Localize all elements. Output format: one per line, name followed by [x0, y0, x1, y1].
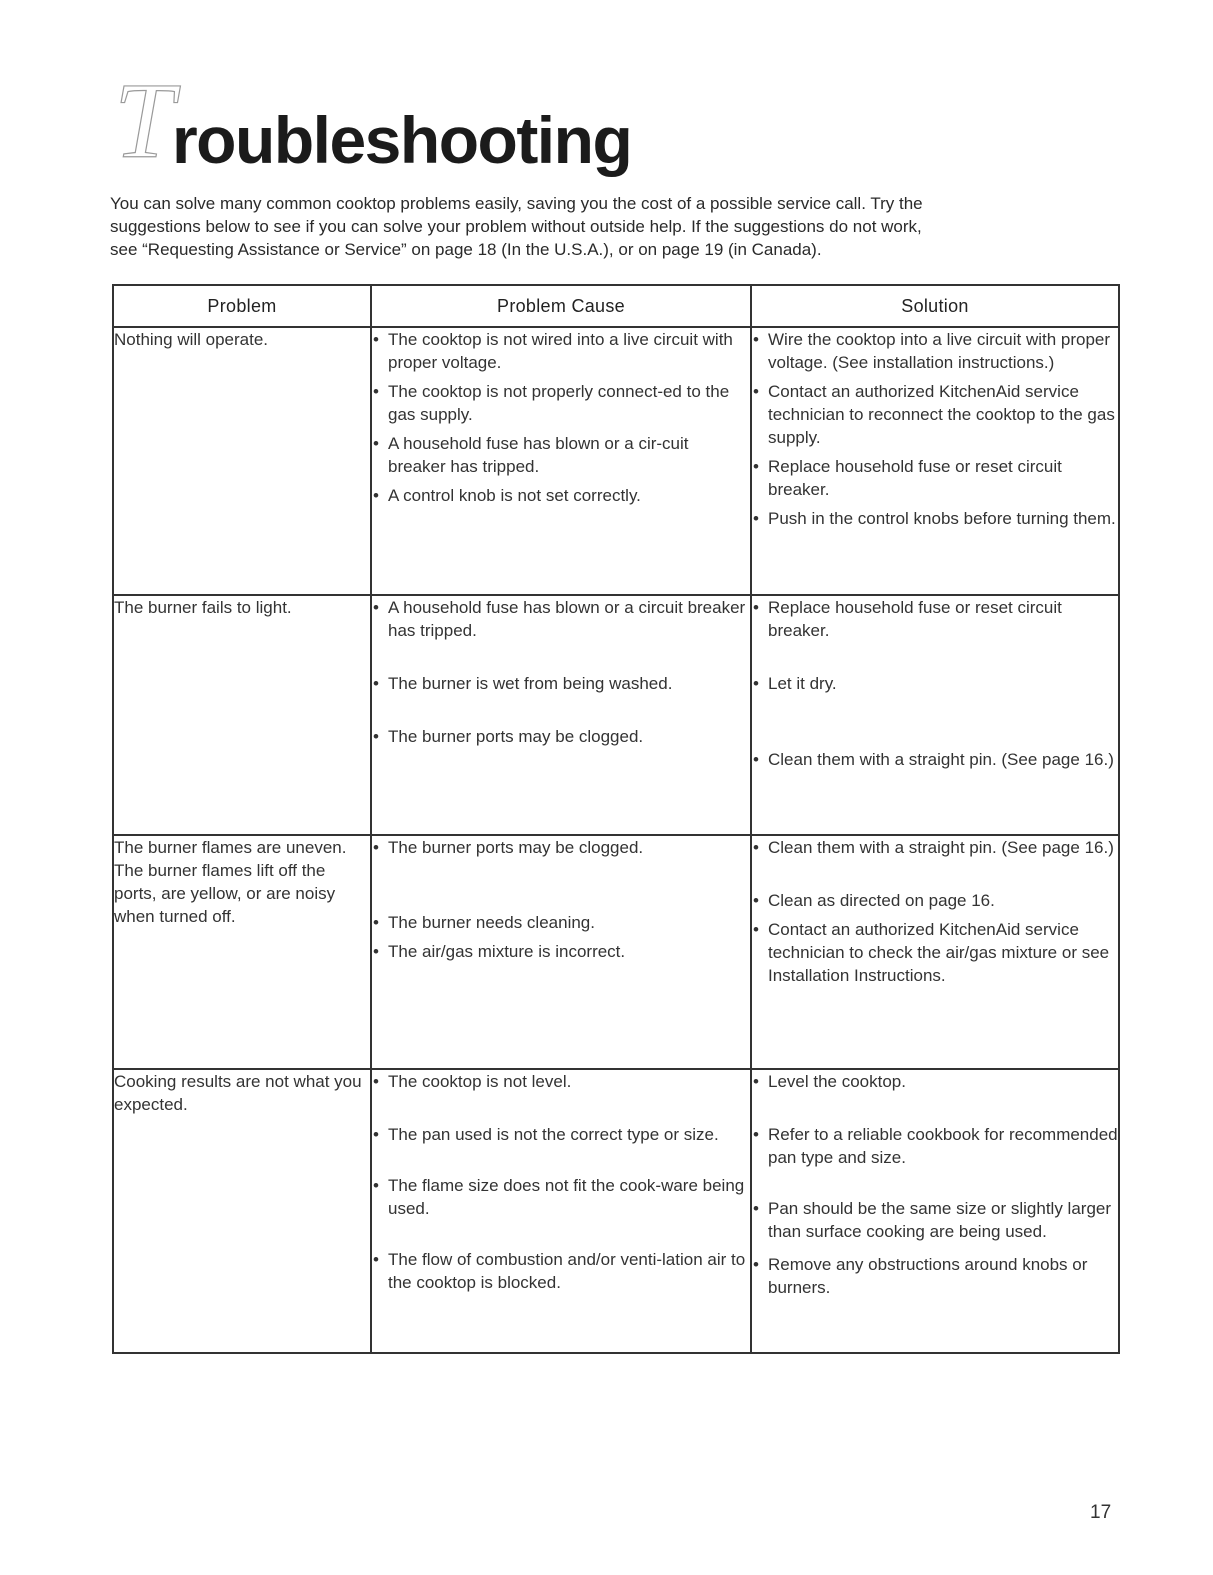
intro-line: suggestions below to see if you can solve your problem without outside help. If the suggestions do not work, [110, 217, 922, 236]
intro-line: see “Requesting Assistance or Service” on page 18 (In the U.S.A.), or on page 19 (in Canada). [110, 240, 822, 259]
problem-text: The burner fails to light. [114, 598, 292, 617]
cause-text: The burner ports may be clogged. [388, 838, 644, 857]
solution-cell [751, 835, 1119, 1069]
cause-text: The air/gas mixture is incorrect. [388, 942, 626, 961]
cause-item [372, 380, 750, 426]
bullet-icon: • [753, 330, 759, 349]
cause-cell [371, 835, 751, 1069]
bullet-icon: • [753, 509, 759, 528]
table-row [113, 1069, 1119, 1353]
cause-item [372, 484, 750, 507]
troubleshooting-table [112, 284, 1120, 1354]
solution-item [752, 889, 1118, 912]
solution-text: Remove any obstructions around knobs or burners. [768, 1255, 1088, 1297]
bullet-icon: • [373, 486, 379, 505]
cause-text: A household fuse has blown or a circuit breaker has tripped. [388, 598, 746, 640]
solution-text: Contact an authorized KitchenAid service technician to check the air/gas mixture or see Installation Instructions. [768, 920, 1110, 985]
bullet-icon: • [373, 330, 379, 349]
bullet-icon: • [373, 838, 379, 857]
intro-line: You can solve many common cooktop problems easily, saving you the cost of a possible service call. Try the [110, 194, 923, 213]
solution-text: Clean as directed on page 16. [768, 891, 995, 910]
cause-item [372, 328, 750, 374]
problem-cell [113, 1069, 371, 1353]
bullet-icon: • [753, 1125, 759, 1144]
cause-text: The flame size does not fit the cook-ware being used. [388, 1176, 745, 1218]
bullet-icon: • [753, 382, 759, 401]
cause-item [372, 911, 750, 934]
cause-item [372, 1123, 750, 1146]
solution-text: Replace household fuse or reset circuit breaker. [768, 457, 1062, 499]
title-decorative-initial: T [114, 62, 175, 181]
page-number: 17 [1090, 1502, 1112, 1523]
cause-text: The burner needs cleaning. [388, 913, 595, 932]
solution-text: Pan should be the same size or slightly larger than surface cooking are being used. [768, 1199, 1112, 1241]
solution-item [752, 672, 1118, 718]
cause-text: A household fuse has blown or a cir-cuit breaker has tripped. [388, 434, 689, 476]
problem-cell [113, 327, 371, 595]
title-text: roubleshooting [172, 103, 632, 177]
solution-item [752, 455, 1118, 501]
bullet-icon: • [753, 674, 759, 693]
table-row [113, 835, 1119, 1069]
problem-cell [113, 835, 371, 1069]
solution-text: Clean them with a straight pin. (See page 16.) [768, 838, 1114, 857]
bullet-icon: • [753, 457, 759, 476]
solution-text: Let it dry. [768, 674, 837, 693]
solution-item [752, 836, 1118, 859]
solution-text: Level the cooktop. [768, 1072, 906, 1091]
cause-item [372, 1248, 750, 1294]
solution-cell [751, 1069, 1119, 1353]
cause-item [372, 1174, 750, 1220]
problem-text: Cooking results are not what you expected. [114, 1072, 362, 1114]
bullet-icon: • [753, 1072, 759, 1091]
cause-item [372, 1070, 750, 1093]
solution-item [752, 1070, 1118, 1093]
cause-text: The flow of combustion and/or venti-lation air to the cooktop is blocked. [388, 1250, 746, 1292]
solution-item [752, 748, 1118, 771]
solution-text: Clean them with a straight pin. (See page 16.) [768, 750, 1114, 769]
bullet-icon: • [373, 1072, 379, 1091]
solution-item [752, 596, 1118, 642]
bullet-icon: • [753, 1199, 759, 1218]
intro-paragraph [110, 192, 1100, 261]
cause-text: The burner is wet from being washed. [388, 674, 673, 693]
problem-text: The burner flames are uneven. [114, 838, 347, 857]
bullet-icon: • [373, 1125, 379, 1144]
solution-text: Push in the control knobs before turning them. [768, 509, 1116, 528]
bullet-icon: • [753, 1255, 759, 1274]
table-row [113, 595, 1119, 835]
bullet-icon: • [373, 598, 379, 617]
cause-item [372, 725, 750, 748]
table-header-row [113, 285, 1119, 327]
bullet-icon: • [373, 434, 379, 453]
cause-text: A control knob is not set correctly. [388, 486, 641, 505]
solution-text: Replace household fuse or reset circuit breaker. [768, 598, 1062, 640]
cause-cell [371, 1069, 751, 1353]
cause-text: The burner ports may be clogged. [388, 727, 644, 746]
header-problem-cause: Problem Cause [371, 285, 751, 327]
cause-item [372, 940, 750, 963]
solution-text: Refer to a reliable cookbook for recommended pan type and size. [768, 1125, 1118, 1167]
problem-text: Nothing will operate. [114, 330, 269, 349]
cause-item [372, 672, 750, 695]
solution-cell [751, 595, 1119, 835]
cause-text: The pan used is not the correct type or size. [388, 1125, 719, 1144]
bullet-icon: • [753, 891, 759, 910]
solution-text: Contact an authorized KitchenAid service technician to reconnect the cooktop to the gas supply. [768, 382, 1115, 447]
solution-item [752, 507, 1118, 530]
cause-item [372, 596, 750, 642]
cause-cell [371, 595, 751, 835]
cause-item [372, 836, 750, 859]
bullet-icon: • [373, 727, 379, 746]
solution-item [752, 328, 1118, 374]
header-solution: Solution [751, 285, 1119, 327]
problem-cell [113, 595, 371, 835]
cause-item [372, 432, 750, 478]
bullet-icon: • [373, 382, 379, 401]
cause-text: The cooktop is not properly connect-ed to the gas supply. [388, 382, 730, 424]
bullet-icon: • [373, 674, 379, 693]
solution-item [752, 1197, 1118, 1243]
solution-item [752, 1253, 1118, 1299]
problem-text: The burner flames lift off the ports, are yellow, or are noisy when turned off. [114, 861, 336, 926]
solution-item [752, 918, 1118, 987]
bullet-icon: • [753, 838, 759, 857]
bullet-icon: • [373, 942, 379, 961]
bullet-icon: • [753, 920, 759, 939]
bullet-icon: • [753, 750, 759, 769]
solution-item [752, 380, 1118, 449]
solution-item [752, 1123, 1118, 1169]
solution-text: Wire the cooktop into a live circuit with proper voltage. (See installation instructions.) [768, 330, 1111, 372]
bullet-icon: • [373, 913, 379, 932]
bullet-icon: • [753, 598, 759, 617]
header-problem: Problem [113, 285, 371, 327]
solution-cell [751, 327, 1119, 595]
table-row [113, 327, 1119, 595]
bullet-icon: • [373, 1250, 379, 1269]
cause-text: The cooktop is not level. [388, 1072, 572, 1091]
bullet-icon: • [373, 1176, 379, 1195]
cause-cell [371, 327, 751, 595]
cause-text: The cooktop is not wired into a live circuit with proper voltage. [388, 330, 733, 372]
